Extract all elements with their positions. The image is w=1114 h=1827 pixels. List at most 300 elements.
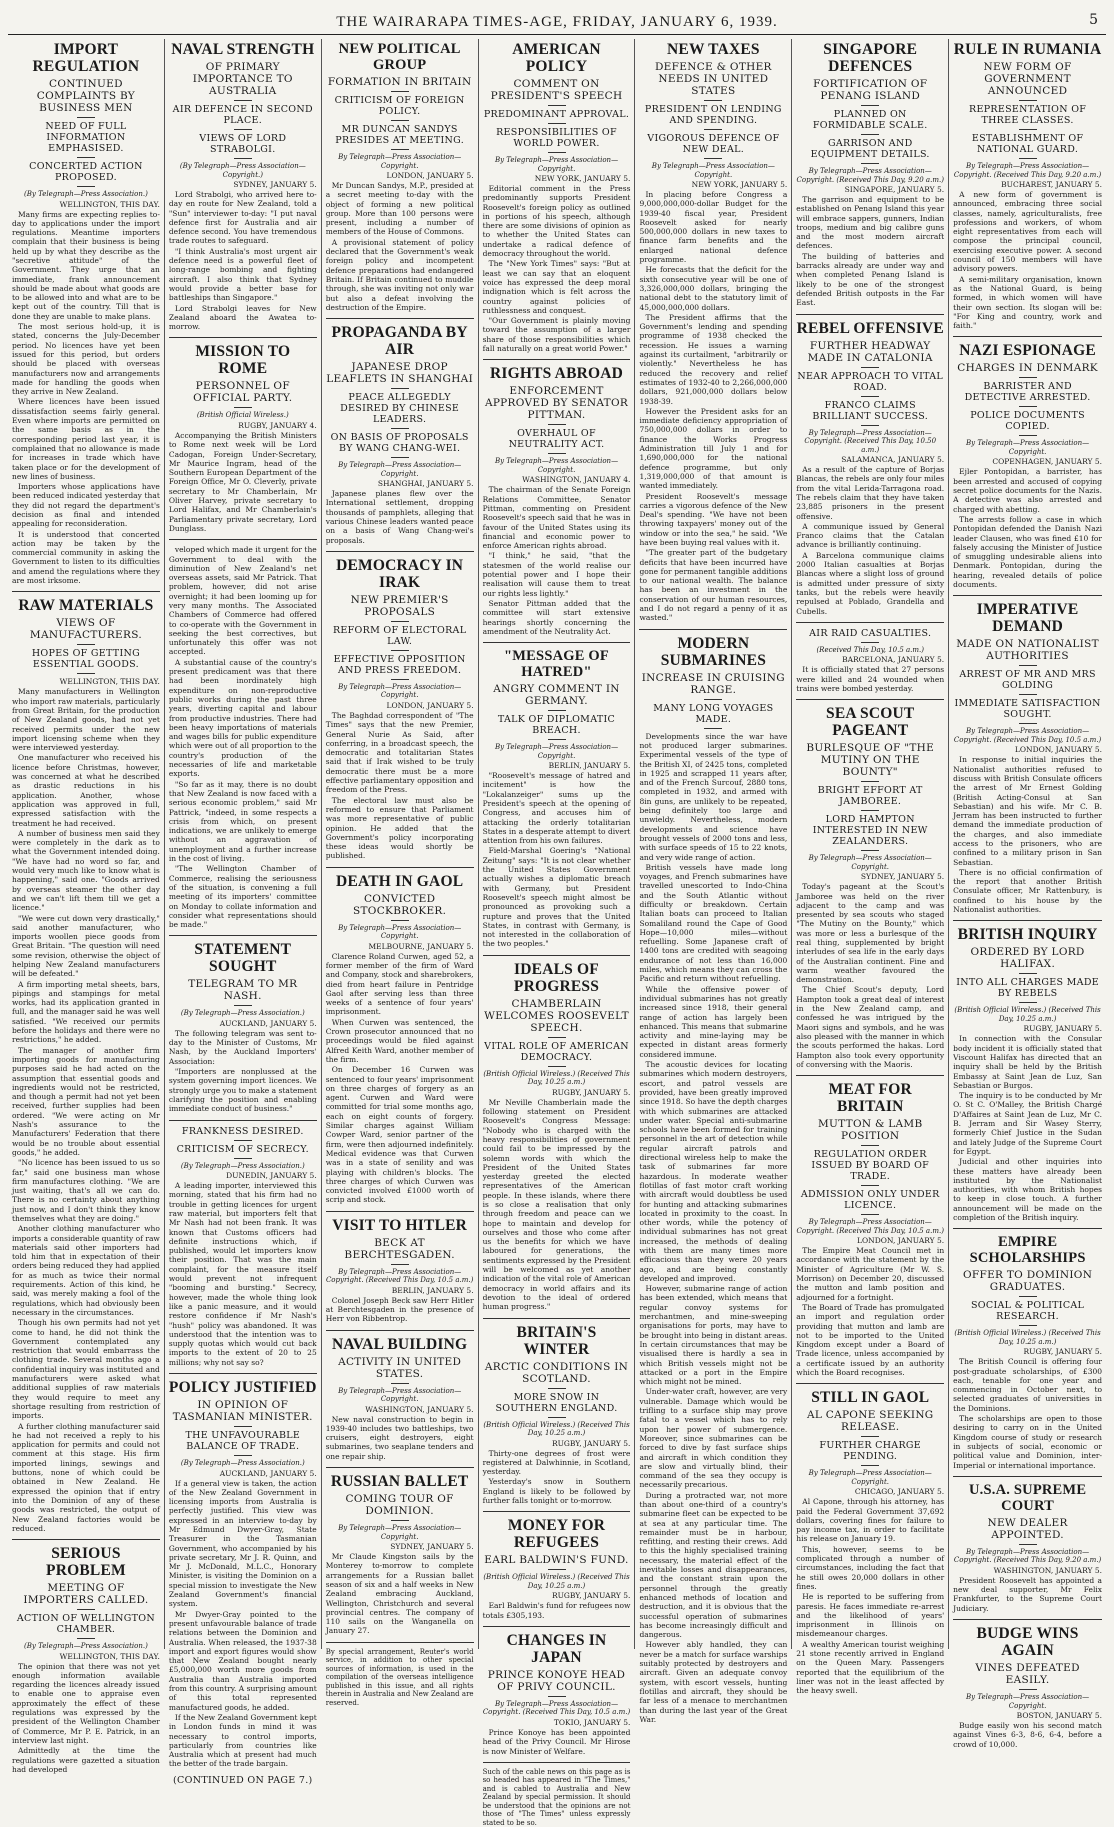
divider-dash (77, 673, 95, 674)
divider-dash (861, 810, 879, 811)
subheading: VITAL ROLE OF AMERICAN DEMOCRACY. (484, 1040, 629, 1063)
paragraph: "The greater part of the budgetary deficits that have been incurred have gone for permanent tangible additions to our national wealth. The balance has been an investment in the conservation of our human resources, and I do not regard a penny of it as wasted." (639, 548, 788, 623)
subheading: MR DUNCAN SANDYS PRESIDES AT MEETING. (335, 124, 465, 146)
paragraph: Ejler Pontopidan, a barrister, has been arrested and accused of copying secret police documents for the Nazis. A detective was also arrested and charged with abetting. (953, 467, 1103, 514)
paragraph: The British Council is offering four post-graduate scholarships, of £300 each, tenable for one year and commencing in October next, to selected graduates of universities in the Dominions. (953, 1357, 1103, 1413)
byline: (Received This Day, 10.5 a.m.) (816, 645, 924, 654)
subheading: NEED OF FULL INFORMATION EMPHASISED. (45, 121, 127, 154)
column-rule (12, 1539, 160, 1540)
article (796, 1075, 944, 1377)
paragraph: One manufacturer who received his licence before Christmas, however, was concerned at what he described as drastic reductions in his application. Another, whose application was approved in full, expressed satisfaction with the treatment he had received. (12, 753, 160, 828)
divider-dash (861, 1436, 879, 1437)
column-rule (326, 1330, 474, 1331)
paragraph: "No licence has been issued to us so far," said one business man whose firm manufactures clothing. "We are just waiting, that's all we can do. There is no certainty about anything just now, and I don't think they know themselves what they are doing." (12, 1158, 160, 1223)
article (953, 41, 1102, 330)
subheading: CONVICTED STOCKBROKER. (353, 892, 447, 917)
paragraph: While the offensive power of individual submarines has not greatly increased since 1918, their general range of action has largely been enhanced. This means that submarine activity and mine-laying may be expected in distant areas formerly considered immune. (639, 984, 788, 1059)
column-2 (165, 39, 322, 1786)
divider-dash (77, 1609, 95, 1610)
divider-dash (391, 149, 409, 150)
subheading: AL CAPONE SEEKING RELEASE. (806, 1409, 934, 1434)
byline: (British Official Wireless.) (196, 411, 289, 420)
paragraph: There is no official confirmation of the report that another British Consulate officer, Mr Rattenbury, is confined to his house by the Nationalist authorities. (953, 867, 1103, 915)
article (639, 629, 787, 1724)
subheading: BRIGHT EFFORT AT JAMBOREE. (817, 785, 923, 808)
article (796, 41, 944, 308)
paragraph: Budge easily won his second match against Vines 6-3, 8-6, 6-4, before a crowd of 10,000. (953, 1721, 1103, 1749)
dateline: SYDNEY, JANUARY 5. (860, 872, 945, 882)
subheading: MUTTON & LAMB POSITION (817, 1118, 923, 1143)
paragraph: Prince Konoye has been appointed head of the Privy Council. Mr Hirose is now Minister of Welfare. (482, 1727, 631, 1756)
paragraph: The "New York Times" says: "But at least we can say that an eloquent voice has expressed the deep moral indignation which is felt across the country against policies of ruthlessness and conquest. (482, 259, 631, 315)
dateline: DUNEDIN, JANUARY 5. (226, 1171, 317, 1181)
paragraph: Admittedly at the time the regulations were gazetted a situation had developed (12, 1746, 160, 1774)
subheading: CHAMBERLAIN WELCOMES ROOSEVELT SPEECH. (484, 997, 629, 1034)
paragraph: President Roosevelt's message carries a vigorous defence of the New Deal's spending. "We have not been throwing taxpayers' money out of the window or into the sea," he said. "We have been buying real values with it. (639, 491, 788, 547)
paragraph: The inquiry is to be conducted by Mr O. St C. O'Malley, the British Chargé D'Affaires at Saint Jean de Luz, Mr C. B. Jerram and Sir Wasey Sterry, formerly Chief Justice in the Sudan and lately Judge of the Supreme Court for Egypt. (953, 1091, 1103, 1156)
subheading: RESPONSIBILITIES OF WORLD POWER. (496, 127, 617, 149)
column-rule (326, 1642, 474, 1643)
byline: By Telegraph—Press Association—Copyright. (966, 439, 1090, 456)
paragraph: Editorial comment in the Press predominantly supports President Roosevelt's foreign policy as outlined in portions of his speech, although there are some divisions of opinion as to whether the United States can undertake a radical defence of democracy throughout the world. (482, 184, 631, 259)
byline: By Telegraph—Press Association—Copyright. (808, 1469, 932, 1486)
subheading: ACTIVITY IN UNITED STATES. (338, 1355, 462, 1380)
subheading: NEW FORM OF GOVERNMENT ANNOUNCED (983, 61, 1072, 97)
paragraph: Yesterday's snow in Southern England is likely to be followed by further falls tonight or to-morrow. (482, 1477, 631, 1506)
divider-dash (861, 1465, 879, 1466)
divider-dash (548, 1037, 566, 1038)
divider-dash (77, 1638, 95, 1639)
byline: By Telegraph—Press Association—Copyright. (338, 1386, 462, 1404)
paragraph: A provisional statement of policy declared that the Government's weak foreign policy and incompetent defence preparations had endangered Britain. If Britain continued to muddle through, she was inviting not only war but also a defeat involving the destruction of the Empire. (325, 237, 474, 312)
subheading: NEW PREMIER'S PROPOSALS (350, 593, 449, 618)
paragraph: The electoral law must also be reformed to ensure that Parliament was more representative of public opinion. He added that the Government's policy incorporating these ideas would shortly be published. (325, 795, 474, 861)
column-rule (796, 1383, 944, 1384)
column-rule (483, 359, 631, 360)
headline: EMPIRE SCHOLARSHIPS (969, 1234, 1086, 1267)
divider-dash (1019, 100, 1037, 101)
subheading: LORD HAMPTON INTERESTED IN NEW ZEALANDERS. (812, 814, 928, 848)
headline: MONEY FOR REFUGEES (507, 1517, 606, 1552)
divider-dash (548, 105, 566, 106)
divider-dash (234, 1455, 252, 1456)
subheading: PRINCE KONOYE HEAD OF PRIVY COUNCIL. (487, 1668, 626, 1693)
article (326, 41, 474, 312)
headline: REBEL OFFENSIVE (796, 319, 944, 337)
article (169, 539, 317, 929)
byline: By Telegraph—Press Association—Copyright. (494, 743, 619, 760)
headline: STILL IN GAOL (811, 1389, 930, 1407)
paragraph: The Chief Scout's deputy, Lord Hampton took a great deal of interest in the New Zealand camp, and confessed he was intrigued by the Maori signs and symbols, and he was also pleased with the manner in which the scouts performed the hakas. Lord Hampton also took every opportunity of conversing with the Maoris. (796, 985, 945, 1069)
paragraph: The building of batteries and barracks already are under way and when completed Penang Island is likely to be one of the strongest defended British outposts in the Far East. (796, 251, 945, 308)
column-5 (635, 39, 792, 1724)
headline: NAVAL BUILDING (331, 1335, 468, 1353)
headline: PROPAGANDA BY AIR (331, 324, 468, 359)
paragraph: On December 16 Curwen was sentenced to four years' imprisonment on three charges of forgery as an agent. Curwen and Ward were committed for trial some months ago, each on eight counts of forgery. Similar charges against William Cowper Ward, senior partner of the firm, were then adjourned indefinitely. Medical evidence was that Curwen was in a state of senility and was playing with children's blocks. The three charges of which Curwen was convicted involved £1000 worth of scrip and stock. (325, 1065, 474, 1205)
subheading: NEW DEALER APPOINTED. (987, 1516, 1068, 1541)
paragraph: Developments since the war have not produced larger submarines. Experimental vessels of the type of the British XI, of 2425 tons, completed in 1925 and scrapped 11 years after, and of the French Surcouf, 2880 tons, completed in 1932, and armed with 8in guns, are unlikely to be repeated, being definitely too large and unwieldy. Nevertheless, modern developments and science have brought vessels of 2000 tons and less, with surface speeds of 15 to 22 knots, and very wide range of action. (639, 731, 788, 862)
paragraph: A semi-military organisation, known as the National Guard, is being formed, in which women will have their own section. Its slogan will be: "For King and country, work and faith." (953, 274, 1103, 331)
subheading: REPRESENTATION OF THREE CLASSES. (969, 104, 1087, 126)
article (953, 920, 1102, 1222)
paragraph: A further clothing manufacturer said he had not received a reply to his application for permits and could not comment at this stage. His firm imported linings, sewings and buttons, none of which could be obtained in New Zealand. He expressed the opinion that if entry into the Dominion of any of these goods was restricted, the output of New Zealand factories would be reduced. (12, 1421, 160, 1533)
subheading: CRITICISM OF FOREIGN POLICY. (334, 95, 465, 117)
article (12, 591, 160, 1533)
byline: (British Official Wireless.) (Received This Day, 10.25 a.m.) (483, 1069, 630, 1087)
column-rule (483, 1626, 631, 1627)
subheading: NEAR APPROACH TO VITAL ROAD. (797, 370, 944, 393)
divider-dash (548, 1066, 566, 1067)
paragraph: A wealthy American tourist weighing 21 stone recently arrived in England on the Queen Mary. Passengers reported that the equilibrium of the liner was not in the least affected by the heavy swell. (796, 1639, 945, 1696)
divider-dash (704, 158, 722, 159)
headline: IMPORT REGULATION (32, 41, 140, 75)
subheading: MEETING OF IMPORTERS CALLED. (23, 1582, 149, 1607)
paragraph: The following telegram was sent to-day to the Minister of Customs, Mr Nash, by the Auckland Importers' Association: (168, 1028, 317, 1066)
divider-dash (704, 728, 722, 729)
paragraph: The arrests follow a case in which Pontopidan defended the Danish Nazi leader Clausen, who was fined £10 for falsely accusing the Minister of Justice of smuggling undesirable aliens into Denmark. Pontopidan, during the hearing, revealed details of police documents. (953, 514, 1103, 590)
article (169, 935, 317, 1113)
column-4 (479, 39, 636, 1827)
paragraph: Colonel Joseph Beck saw Herr Hitler at Berchtesgaden in the presence of Herr von Ribbentrop. (325, 1295, 474, 1324)
dateline: SYDNEY, JANUARY 5. (390, 1542, 474, 1552)
divider-dash (861, 163, 879, 164)
headline: POLICY JUSTIFIED (168, 1379, 317, 1396)
headline: NAVAL STRENGTH (171, 41, 315, 58)
divider-dash (391, 1383, 409, 1384)
paragraph: A substantial cause of the country's present predicament was that there had been inordinately high expenditure on non-reproductive public works during the past three years, diverting capital and labour from productive industries. There had been heavy importations of materials and wages bills for public expenditure which were out of all proportion to the country's production of the necessaries of life and marketable exports. (168, 657, 317, 779)
divider-dash (1019, 1689, 1037, 1690)
subheading: ANGRY COMMENT IN GERMANY. (493, 683, 620, 708)
column-3 (322, 39, 479, 1707)
divider-dash (391, 457, 409, 458)
dateline: WELLINGTON, THIS DAY. (59, 677, 160, 687)
paragraph: Earl Baldwin's fund for refugees now totals £305,193. (482, 1601, 631, 1620)
subheading: CRITICISM OF SECRECY. (176, 1143, 309, 1155)
headline: DEATH IN GAOL (336, 872, 464, 890)
byline: By Telegraph—Press Association—Copyright. (808, 854, 932, 871)
article (796, 622, 944, 693)
paragraph: Accompanying the British Ministers to Rome next week will be Lord Cadogan, Foreign Under-Secretary, Mr Maurice Ingram, head of the Southern European Department of the Foreign Office, Mr O. Cleverly, private secretary to Mr Chamberlain, Mr Oliver Harvey, private secretary to Lord Halifax, and Mr Chamberlain's Parliamentary private secretary, Lord Dunglass. (168, 430, 317, 533)
subheading: EFFECTIVE OPPOSITION AND PRESS FREEDOM. (333, 653, 466, 676)
article (483, 41, 631, 353)
byline: By Telegraph—Press Association—Copyright. (338, 153, 462, 170)
article (953, 595, 1102, 914)
divider-dash (77, 644, 95, 645)
paragraph: A number of business men said they were completely in the dark as to what the Government intended doing. "We have had no word so far, and would very much like to know what is happening," said one. "Goods arrived by overseas steamer the other day and we can't lift them till we get a licence." (12, 828, 160, 913)
subheading: CONCERTED ACTION PROPOSED. (29, 161, 143, 183)
headline: SEA SCOUT PAGEANT (826, 705, 915, 740)
column-rule (483, 1511, 631, 1512)
dateline: MELBOURNE, JANUARY 5. (368, 941, 474, 951)
byline: By Telegraph—Press Association—Copyright. (Received This Day, 9.20 a.m.) (953, 162, 1102, 179)
dateline: NEW YORK, JANUARY 5. (691, 180, 788, 189)
dateline: SYDNEY, JANUARY 5. (233, 180, 317, 189)
byline: By Telegraph—Press Association—Copyright. (338, 923, 462, 941)
paragraph: Many manufacturers in Wellington who import raw materials, particularly from Great Britain, for the production of New Zealand goods, had not yet received permits under the new import licensing scheme when they were interviewed yesterday. (12, 687, 160, 753)
subheading: ACTION OF WELLINGTON CHAMBER. (16, 1613, 155, 1636)
headline: DEMOCRACY IN IRAK (336, 556, 464, 591)
subheading: ORDERED BY LORD HALIFAX. (970, 946, 1085, 971)
subheading: OF PRIMARY IMPORTANCE TO AUSTRALIA (192, 61, 293, 97)
column-rule (953, 1619, 1102, 1620)
paragraph: The acoustic devices for locating submarines which modern destroyers, escort, and patrol vessels are provided, have been greatly improved since 1918. So have the depth charges with which submarines are attacked under water. Special anti-submarine schools have been formed for training personnel in the art of detection while regular aircraft patrols and directional wireless help to make the task of submarines far more hazardous. In moderate weather flotillas of fast motor craft working with aircraft would doubtless be used for hunting and attacking submarines located in proximity to the coast. In other words, while the potency of individual submarines has not great increased, the methods of dealing with them are many times more efficacious than they were 20 years ago, and are being constantly developed and improved. (639, 1060, 788, 1283)
divider-dash (861, 781, 879, 782)
divider-dash (861, 1214, 879, 1215)
paragraph: Senator Pittman added that the committee will start extensive hearings shortly concerning the amendment of the Neutrality Act. (482, 598, 631, 636)
subheading: VIEWS OF MANUFACTURERS. (29, 617, 142, 642)
dateline: SALAMANCA, JANUARY 5. (841, 455, 945, 465)
paragraph: However ably handled, they can never be a match for surface warships suitably protected by destroyers and aircraft. Given an adequate convoy system, with escort vessels, hunting flotillas and aircraft, they should be far less of a menace to merchantmen than during the last year of the Great War. (639, 1640, 788, 1724)
byline: (By Telegraph—Press Association.) (24, 1642, 148, 1651)
dateline: BERLIN, JANUARY 5. (391, 1285, 474, 1295)
byline: (By Telegraph—Press Association.) (24, 190, 148, 198)
subheading: INCREASE IN CRUISING RANGE. (641, 671, 785, 696)
divider-dash (861, 396, 879, 397)
article (953, 336, 1102, 589)
byline: By Telegraph—Press Association—Copyright. (651, 162, 775, 179)
subheading: IMMEDIATE SATISFACTION SOUGHT. (954, 698, 1101, 721)
column-rule (169, 1373, 317, 1374)
paragraph: Mr Duncan Sandys, M.P., presided at a secret meeting to-day with the object of forming a new political group. More than 100 persons were present, including a number of members of the House of Commons. (325, 181, 474, 237)
paragraph: Today's pageant at the Scout's Jamboree was held on the river adjacent to the camp and was presented by sea scouts who staged "The Mutiny on the Bounty," which was more or less a burlesque of the real thing, supplemented by bright interludes of sea life in the early days of the Australian continent. Fine and warm weather favoured the demonstration. (796, 882, 945, 985)
divider-dash (234, 158, 252, 159)
divider-dash (861, 850, 879, 851)
column-rule (483, 642, 631, 643)
article (483, 1626, 631, 1756)
dateline: WASHINGTON, JANUARY 4. (522, 475, 631, 485)
byline: (British Official Wireless.) (Received This Day, 10.25 a.m.) (954, 1329, 1101, 1346)
subheading: FORTIFICATION OF PENANG ISLAND (813, 78, 928, 102)
paragraph: The garrison and equipment to be established on Penang Island this year will embrace sappers, gunners, Indian troops, medium and big calibre guns and the most modern aircraft defences. (796, 195, 945, 251)
article (483, 642, 631, 949)
column-rule (953, 1228, 1102, 1229)
byline: (British Official Wireless.) (Received This Day, 10.25 a.m.) (483, 1420, 630, 1438)
subheading: VINES DEFEATED EASILY. (975, 1662, 1080, 1687)
byline: By Telegraph—Press Association—Copyright. (Received This Day, 10.5 a.m.) (953, 727, 1102, 744)
subheading: PLANNED ON FORMIDABLE SCALE. (812, 109, 928, 131)
column-rule (483, 1318, 631, 1319)
column-rule (953, 920, 1102, 921)
divider-dash (548, 739, 566, 740)
divider-dash (391, 621, 409, 622)
divider-dash (77, 117, 95, 118)
paragraph: "The Wellington Chamber of Commerce, realising the seriousness of the situation, is convening a full meeting of its importers' committee on Monday to collate information and consider what representations should be made." (168, 864, 317, 930)
divider-dash (1019, 129, 1037, 130)
byline: (By Telegraph—Press Association.) (180, 1009, 305, 1018)
paragraph: Mr Claude Kingston sails by the Monterey to-morrow to complete arrangements for a Russian ballet season of six and a half weeks in New Zealand embracing Auckland, Wellington, Christchurch and several provincial centres. The company of 110 sails on the Wanganella on January 27. (325, 1552, 474, 1636)
article (953, 1619, 1102, 1749)
divider-dash (234, 129, 252, 130)
column-rule (796, 314, 944, 315)
column-rule (796, 622, 944, 623)
column-rule (12, 591, 160, 592)
article (169, 1120, 317, 1367)
byline: (By Telegraph—Press Association—Copyright.) (179, 162, 306, 179)
paragraph: If the New Zealand Government kept in London funds in mind it was necessary to control imports, particularly from countries like Australia which at present had much the better of the trade bargain. (168, 1712, 317, 1769)
dateline: BARCELONA, JANUARY 5. (842, 655, 945, 665)
divider-dash (234, 1158, 252, 1159)
divider-dash (234, 1140, 252, 1141)
subheading: ON BASIS OF PROPOSALS BY WANG CHANG-WEI. (330, 432, 469, 455)
divider-dash (1019, 406, 1037, 407)
subheading: AIR RAID CASUALTIES. (809, 627, 932, 639)
article (639, 41, 787, 623)
paragraph: During a protracted war, not more than about one-third of a country's submarine fleet can be expected to be at sea at any particular time. The remainder must be in harbour, refitting, and resting their crews. Add to this the highly specialised training necessary, the material effect of the inevitable losses and disappearances, and the constant strain upon the personnel through the greatly enhanced methods of location and destruction, and it is obvious that the successful operation of submarines has become increasingly difficult and dangerous. (639, 1490, 788, 1640)
subheading: FRANKNESS DESIRED. (181, 1125, 304, 1137)
divider-dash (391, 650, 409, 651)
headline: U.S.A. SUPREME COURT (968, 1481, 1087, 1514)
divider-dash (1019, 723, 1037, 724)
subheading: COMING TOUR OF DOMINION. (345, 1493, 454, 1518)
subheading: MANY LONG VOYAGES MADE. (653, 702, 774, 725)
paragraph: Another clothing manufacturer who imports a considerable quantity of raw materials said other importers had told him that in expectation of their orders being reduced they had applied for as much as twice their normal requirements. Action of this kind, he said, was merely making a fool of the regulations, which had obviously been necessary in the circumstances. (12, 1224, 160, 1317)
subheading: TELEGRAM TO MR NASH. (188, 978, 298, 1003)
article (953, 1476, 1102, 1613)
subheading: IN OPINION OF TASMANIAN MINISTER. (172, 1399, 313, 1423)
subheading: PERSONNEL OF OFFICIAL PARTY. (193, 380, 293, 405)
byline: By Telegraph—Press Association—Copyright. (494, 156, 619, 173)
paragraph: "Roosevelt's message of hatred and incitement" is how the "Lokalanzeiger" sums up the President's speech at the opening of Congress, and accuses him of attacking the orderly totalitarian States in a desperate attempt to divert attention from his own failures. (482, 771, 631, 846)
column-rule (953, 1476, 1102, 1477)
subheading: ENFORCEMENT APPROVED BY SENATOR PITTMAN. (484, 385, 629, 422)
byline: By Telegraph—Press Association—Copyright. (338, 682, 462, 700)
dateline: SHANGHAI, JANUARY 5. (377, 479, 474, 489)
byline: By Telegraph—Press Association—Copyright. (494, 457, 619, 474)
byline: By Telegraph—Press Association—Copyright. (338, 461, 462, 478)
dateline: COPENHAGEN, JANUARY 5. (992, 457, 1103, 467)
divider-dash (391, 91, 409, 92)
paragraph: New naval construction to begin in 1939-40 includes two battleships, two cruisers, eight destroyers, eight submarines, two seaplane tenders and one repair ship. (325, 1414, 474, 1461)
dateline: WELLINGTON, THIS DAY. (59, 199, 160, 209)
article (796, 699, 944, 1069)
subheading: VIGOROUS DEFENCE OF NEW DEAL. (647, 133, 780, 155)
headline: SERIOUS PROBLEM (46, 1545, 126, 1580)
subheading: THE UNFAVOURABLE BALANCE OF TRADE. (185, 1430, 301, 1452)
divider-dash (1019, 665, 1037, 666)
subheading: MADE ON NATIONALIST AUTHORITIES (956, 638, 1099, 663)
paragraph: Under-water craft, however, are very vulnerable. Damage which would be trifling to a surface ship may prove fatal to a vessel which has to rely upon her power of submergence. Moreover, since submarines can be forced to dive by fast surface ships and aircraft in which condition they are slow and virtually blind, their command of the sea they occupy is necessarily precarious. (639, 1387, 788, 1490)
subheading: BARRISTER AND DETECTIVE ARRESTED. (964, 381, 1091, 404)
divider-dash (1019, 158, 1037, 159)
paragraph: It is understood that concerted action may be taken by the commercial community in asking the Government to listen to its difficulties and amend the regulations where they are most irksome. (12, 529, 160, 586)
divider-dash (861, 1145, 879, 1146)
subheading: OVERHAUL OF NEUTRALITY ACT. (508, 428, 605, 451)
column-rule (483, 955, 631, 956)
headline: NAZI ESPIONAGE (959, 342, 1096, 360)
headline: SINGAPORE DEFENCES (823, 41, 918, 75)
dateline: AUCKLAND, JANUARY 5. (219, 1018, 317, 1028)
divider-dash (548, 1417, 566, 1418)
subheading: BECK AT BERCHTESGADEN. (344, 1236, 455, 1261)
article (326, 551, 474, 861)
subheading: CHARGES IN DENMARK (957, 362, 1098, 375)
article (953, 1228, 1102, 1470)
byline: (British Official Wireless.) (Received This Day, 10.25 a.m.) (954, 1006, 1101, 1023)
divider-dash (77, 186, 95, 187)
byline: By Telegraph—Press Association—Copyright. (966, 1693, 1090, 1710)
headline: MISSION TO ROME (195, 343, 291, 378)
subheading: FRANCO CLAIMS BRILLIANT SUCCESS. (812, 399, 929, 422)
column-rule (326, 1467, 474, 1468)
headline: MEAT FOR BRITAIN (828, 1081, 912, 1116)
paragraph: "We were cut down very drastically," said another manufacturer, who imports woollen piece goods from Great Britain. "The question will need some revision, otherwise the object of helping New Zealand manufacturers will be defeated." (12, 913, 160, 979)
article (169, 1373, 317, 1769)
page-number: 5 (1089, 12, 1098, 28)
paragraph: "I think Australia's most urgent air defence need is a powerful fleet of long-range bombing and fighting aircraft. I also think that Sydney would provide a better base for battleships than Singapore." (168, 246, 317, 303)
column-rule (169, 539, 317, 540)
subheading: PRESIDENT ON LENDING AND SPENDING. (644, 104, 782, 126)
column-rule (326, 1211, 474, 1212)
divider-dash (77, 157, 95, 158)
column-6 (792, 39, 949, 1696)
divider-dash (234, 100, 252, 101)
subheading: OFFER TO DOMINION GRADUATES. (962, 1269, 1093, 1294)
column-rule (639, 629, 787, 630)
paragraph: It is officially stated that 27 persons were killed and 24 wounded when trains were bombed yesterday. (796, 665, 945, 693)
dateline: LONDON, JANUARY 5. (386, 700, 474, 710)
paragraph: In response to initial inquiries the Nationalist authorities refused to discuss with British Consulate officers the arrest of Mr Ernest Golding (British Acting-Consul at San Sebastian) and his wife. Mr C. B. Jerram has been instructed to further demand the immediate production of the charges, and also immediate access to the prisoners, who are confined to a military prison in San Sebastian. (953, 755, 1103, 867)
paragraph: Field-Marshal Goering's "National Zeitung" says: "It is not clear whether the United States Government actually wishes a diplomatic breach with Germany, but President Roosevelt's speech might almost be pronounced as provoking such a rupture and proves that the United States, in contrast with Germany, is not interested in the collaboration of the two peoples." (482, 846, 631, 949)
article (326, 318, 474, 545)
divider-dash (234, 1426, 252, 1427)
subheading: POLICE DOCUMENTS COPIED. (970, 410, 1085, 433)
divider-dash (1019, 1296, 1037, 1297)
divider-dash (548, 123, 566, 124)
subheading: MORE SNOW IN SOUTHERN ENGLAND. (495, 1391, 618, 1414)
divider-dash (1019, 694, 1037, 695)
divider-dash (861, 367, 879, 368)
paragraph: Where licences have been issued dissatisfaction seems fairly general. Even where imports are permitted on the same basis as in the corresponding period last year, it is complained that no allowance is made for increases in trade which have taken place or for the development of new lines of business. (12, 397, 160, 481)
headline: NEW TAXES (667, 41, 760, 58)
paragraph: Mr Dwyer-Gray pointed to the present unfavourable balance of trade relations between the Dominion and Australia. When released, the 1937-38 import and export figures would show that New Zealand bought nearly £5,000,000 worth more goods from Australia than Australia imported from this country. A surprising amount of this total represented manufactured goods, he added. (168, 1609, 317, 1712)
paragraph: As a result of the capture of Borjas Blancas, the rebels are only four miles from the vital Lerida-Tarragona road. The rebels claim that they have taken 23,885 prisoners in the present offensive. (796, 465, 945, 521)
column-rule (953, 336, 1102, 337)
byline: (British Official Wireless.) (Received This Day, 10.25 a.m.) (483, 1573, 630, 1590)
paragraph: If a general view is taken, the action of the New Zealand Government in licensing imports from Australia is perfectly justified. This view was expressed in an interview to-day by Mr Edmund Dwyer-Gray, State Treasurer in the Tasmanian Government, who accompanied by his private secretary, Mr J. R. Quinn, and Mr J. McDonald, M.L.C., Honorary Minister, is visiting the Dominion on a special mission to investigate the New Zealand Government's financial system. (168, 1478, 317, 1609)
byline: (By Telegraph—Press Association.) (180, 1459, 305, 1467)
paragraph: A communique issued by General Franco claims that the Catalan advance is brilliantly continuing. (796, 521, 945, 550)
divider-dash (548, 152, 566, 153)
divider-dash (1019, 377, 1037, 378)
paragraph: "Our Government is plainly moving toward the assumption of a larger share of those responsibilities which fall naturally on a great world Power." (482, 316, 631, 354)
paragraph: The President affirms that the Government's lending and spending programme of 1938 checked the recession. He issues a warning against its curtailment, "arbitrarily or violently." Nevertheless he has reduced the recovery and relief estimates of 1932-40 to 2,266,000,000 dollars, 921,000,000 dollars below 1938-39. (639, 312, 788, 406)
divider-dash (1019, 973, 1037, 974)
headline: AMERICAN POLICY (512, 41, 601, 75)
headline: NEW POLITICAL GROUP (338, 41, 461, 73)
paragraph: The Baghdad correspondent of "The Times" says that the new Premier, General Nurie As Said, after conferring, in a broadcast speech, the democratic and totalitarian States said that if Irak wished to be truly democratic there must be a more effective parliamentary opposition and freedom of the Press. (325, 710, 474, 795)
paragraph: Lord Strabolgi leaves for New Zealand aboard the Awatea to-morrow. (168, 303, 317, 332)
headline: BRITAIN'S WINTER (516, 1323, 597, 1358)
paragraph: In connection with the Consular body incident it is officially stated that Viscount Halifax has directed that an inquiry shall be held by the British Embassy at Saint Jean de Luz, San Sebastian or Burgos. (953, 1034, 1103, 1090)
byline: By Telegraph—Press Association—Copyright. (Received This Day, 9.20 a.m.) (953, 1547, 1102, 1565)
column-rule (796, 1075, 944, 1076)
paragraph: Judicial and other inquiries into these matters have already been instituted by the Nationalist authorities, with whom British hopes to keep in close touch. A further announcement will be made on the completion of the British inquiry. (953, 1157, 1103, 1222)
dateline: WASHINGTON, JANUARY 5. (365, 1404, 474, 1414)
divider-dash (548, 710, 566, 711)
column-rule (326, 551, 474, 552)
byline: (By Telegraph—Press Association.) (180, 1161, 305, 1170)
subheading: ESTABLISHMENT OF NATIONAL GUARD. (971, 133, 1084, 155)
paragraph: Lord Strabolgi, who arrived here to-day en route for New Zealand, told a "Sun" interviewer to-day: "I put naval defence first for Australia and air defence second. You have tremendous trade routes to safeguard. (168, 190, 317, 246)
divider-dash (548, 1696, 566, 1697)
paragraph: In placing before Congress a 9,000,000,000-dollar Budget for the 1939-40 fiscal year, President Roosevelt asked for nearly 500,000,000 dollars in new taxes to finance farm benefits and the enlarged national defence programme. (639, 190, 788, 265)
headline: MODERN SUBMARINES (660, 634, 767, 669)
divider-dash (1019, 1002, 1037, 1003)
article (483, 359, 631, 636)
dateline: BOSTON, JANUARY 5. (1016, 1711, 1103, 1721)
paragraph: The most serious hold-up, it is stated, concerns the July-December period. No licences have yet been issued for this period, but orders should be placed with overseas manufacturers now and arrangements made for handling the goods when they arrive in New Zealand. (12, 322, 160, 397)
subheading: HOPES OF GETTING ESSENTIAL GOODS. (31, 648, 140, 671)
